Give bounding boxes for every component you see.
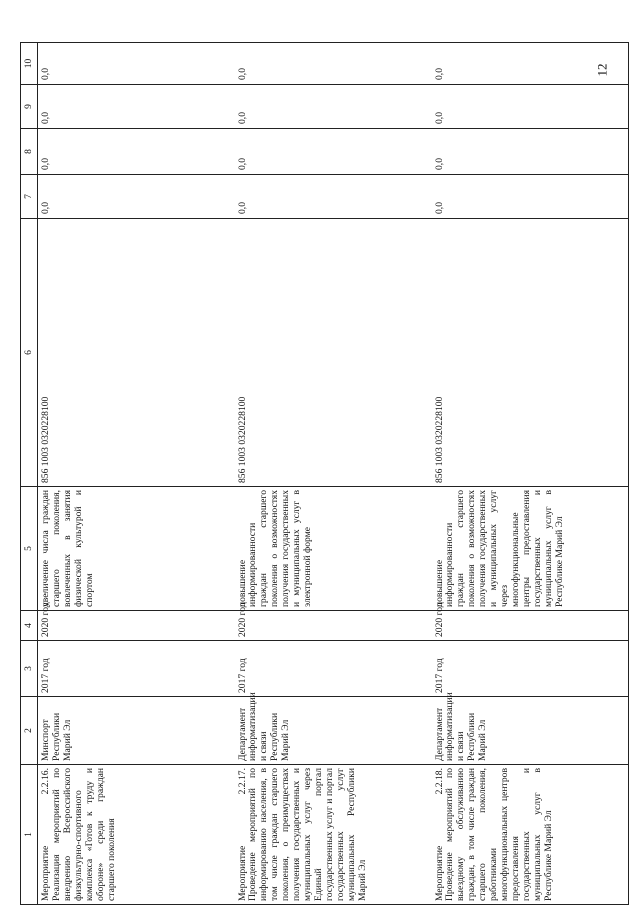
value-cell-9: 0,0 [235, 85, 432, 129]
end-cell: 2020 год [235, 611, 432, 641]
col-header-7: 7 [21, 175, 38, 219]
col-header-6: 6 [21, 219, 38, 487]
start-cell: 2017 год [38, 641, 235, 697]
activity-cell: Мероприятие 2.2.16. Реализация мероприятий по внедрению Всероссийского физкультурно-спортивного комплекса «Готов к труду и обороне» среди граждан старшего поколения [38, 765, 235, 905]
value-cell-7: 0,0 [38, 175, 235, 219]
result-cell: увеличение числа граждан старшего поколения, вовлеченных в занятия физической культурой и спортом [38, 487, 235, 611]
code-cell: 856 1003 0320228100 [432, 219, 629, 487]
header-row [21, 43, 38, 905]
value-cell-8: 0,0 [235, 129, 432, 175]
col-header-2: 2 [21, 697, 38, 765]
value-cell-9: 0,0 [432, 85, 629, 129]
activity-cell: Мероприятие 2.2.18. Проведение мероприятий по выездному обслуживанию граждан, в том числе граждан старшего поколения, работниками многофункциональных центров предоставления государственных и муниципальных услуг в Республике Марий Эл [432, 765, 629, 905]
col-header-9: 9 [21, 85, 38, 129]
start-cell: 2017 год [432, 641, 629, 697]
value-cell-7: 0,0 [235, 175, 432, 219]
value-cell-10: 0,0 [235, 43, 432, 85]
result-cell: повышение информированности граждан старшего поколения о возможностях получения государственных и муниципальных услуг в электронной форме [235, 487, 432, 611]
col-header-3: 3 [21, 641, 38, 697]
col-header-10: 10 [21, 43, 38, 85]
activity-table [20, 42, 629, 905]
page-number: 12 [594, 63, 610, 77]
col-header-4: 4 [21, 611, 38, 641]
start-cell: 2017 год [235, 641, 432, 697]
result-cell: повышение информированности граждан старшего поколения о возможностях получения государственных и муниципальных услуг через многофункциональные центры предоставления государственных и муниципальных услуг в Республике Марий Эл [432, 487, 629, 611]
end-cell: 2020 год [432, 611, 629, 641]
executor-cell: Минспорт Республики Марий Эл [38, 697, 235, 765]
col-header-1: 1 [21, 765, 38, 905]
executor-cell: Департамент информатизации и связи Республики Марий Эл [432, 697, 629, 765]
executor-cell: Департамент информатизации и связи Республики Марий Эл [235, 697, 432, 765]
value-cell-10: 0,0 [38, 43, 235, 85]
code-cell: 856 1003 0320228100 [235, 219, 432, 487]
col-header-5: 5 [21, 487, 38, 611]
code-cell: 856 1003 0320228100 [38, 219, 235, 487]
value-cell-8: 0,0 [38, 129, 235, 175]
end-cell: 2020 год [38, 611, 235, 641]
value-cell-10: 0,0 [432, 43, 629, 85]
value-cell-8: 0,0 [432, 129, 629, 175]
rotated-page [20, 43, 631, 905]
activity-cell: Мероприятие 2.2.17. Проведение мероприятий по информированию населения, в том числе граждан старшего поколения, о преимуществах получения государственных и муниципальных услуг через Единый портал государственных услуг и портал государственных услуг муниципальных Республики Марий Эл [235, 765, 432, 905]
col-header-8: 8 [21, 129, 38, 175]
table-row [432, 43, 629, 905]
table-row [235, 43, 432, 905]
value-cell-7: 0,0 [432, 175, 629, 219]
table-row [38, 43, 235, 905]
value-cell-9: 0,0 [38, 85, 235, 129]
